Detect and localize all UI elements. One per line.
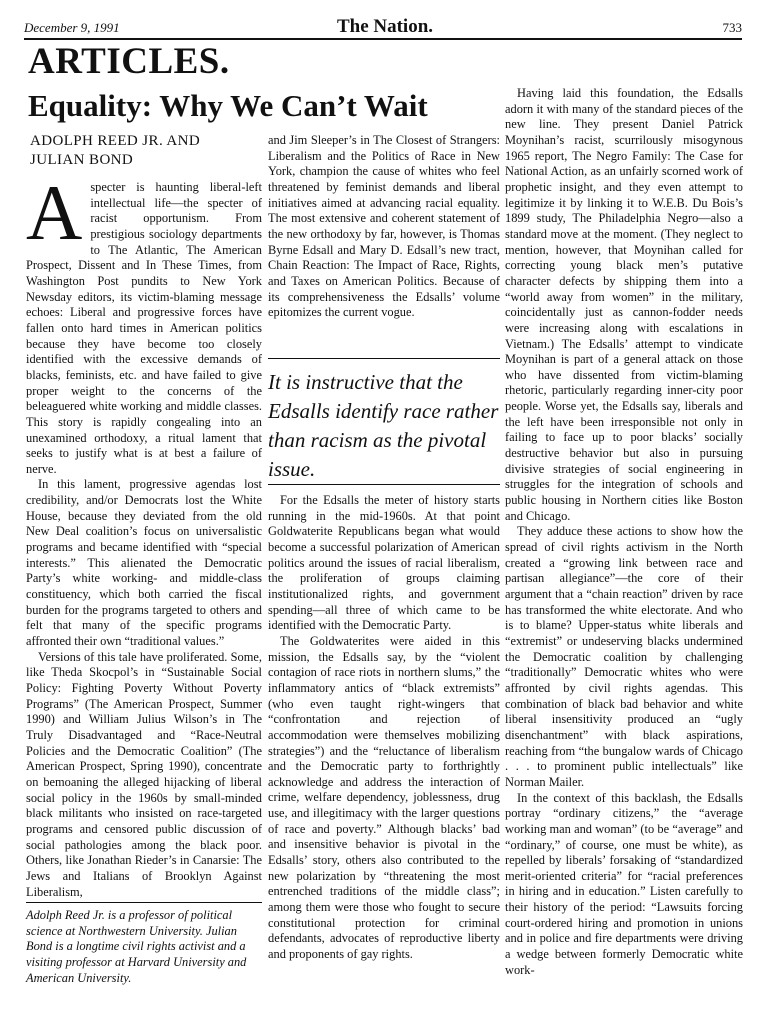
pull-quote-bottom-rule	[268, 484, 500, 485]
byline: ADOLPH REED JR. AND JULIAN BOND	[30, 133, 201, 168]
paragraph: and Jim Sleeper’s in The Closest of Strangers: Liberalism and the Politics of Race in New York, champion the cause of whites who feel threatened by feminist demands and liberal initiatives aimed at advancing racial equality. The most extensive and coherent statement of the new orthodoxy by far, however, is Thomas Byrne Edsall and Mary D. Edsall’s new tract, Chain Reaction: The Impact of Race, Rights, and Taxes on American Politics. Because of its comprehensiveness the Edsalls’ volume epitomizes the current vogue.	[268, 133, 500, 320]
section-heading: ARTICLES.	[28, 41, 230, 82]
paragraph: For the Edsalls the meter of history starts running in the mid-1960s. At that point Goldwaterite Republicans began what would become a successful polarization of American politics around the issues of racial liberalism, the proliferation of groups claiming institutionalized rights, and government spending—all three of which came to be identified with the Democratic Party.	[268, 493, 500, 633]
article-title: Equality: Why We Can’t Wait	[28, 88, 428, 123]
paragraph: Having laid this foundation, the Edsalls adorn it with many of the standard pieces of the new line. They present Daniel Patrick Moynihan’s racist, scurrilously misogynous 1965 report, The Negro Family: The Case for National Action, as an unfairly scorned work of prophetic insight, and they even attempt to legitimize it by linking it to W.E.B. Du Bois’s 1899 study, The Philadelphia Negro—also a standard move at the moment. (They neglect to mention, however, that Moynihan called for correcting young black men’s putative character defects by shipping them into a “world away from women” in the military, coincidentally just as cannon-fodder needs were increasing along with escalations in Vietnam.) The Edsalls’ attempt to vindicate Moynihan is part of a general attack on those who have dissented from victim-blaming rhetoric, particularly regarding inner-city poor people. Worse yet, the Edsalls say, liberals and the left have been irresponsible not only in failing to face up to poor blacks’ socially destructive behavior but also in pursuing divisive strategies of social engineering in struggles for the integration of schools and public housing in Northern cities like Boston and Chicago.	[505, 86, 743, 523]
issue-date: December 9, 1991	[24, 20, 120, 35]
pull-quote-top-rule	[268, 358, 500, 359]
paragraph: They adduce these actions to show how the spread of civil rights activism in the North created a “growing link between race and partisan allegiance”—the core of their argument that a “chain reaction” driven by race has transformed the white electorate. And who is to blame? Upper-status white liberals and “extremist” or undeserving blacks undermined the Democratic coalition by challenging “traditionally” Democratic whites who were affronted by civil rights agendas. This combination of black bad behavior and white liberal insensitivity produced an “ugly disenchantment” with black aspirations, reaching from “the bungalow wards of Chicago . . . to prominent public intellectuals” like Norman Mailer.	[505, 524, 743, 789]
column-1	[26, 169, 262, 900]
column-2-bottom	[268, 493, 500, 963]
magazine-title: The Nation.	[336, 16, 434, 37]
paragraph	[26, 169, 262, 477]
paragraph: In the context of this backlash, the Edsalls portray “ordinary citizens,” the “average working man and woman” (to be “average” and “ordinary,” of course, one must be white), as repelled by liberals’ forsaking of “standardized merit-oriented criteria” for “racial preferences in hiring and in education.” Listen carefully to their history of the period: “Lawsuits forcing court-ordered hiring and promotion in unions and in police and fire departments were driving a wedge between formerly Democratic white work-	[505, 790, 743, 977]
paragraph: The Goldwaterites were aided in this mission, the Edsalls say, by the “violent contagion of race riots in northern slums,” the inflammatory antics of “black extremists” (who even taught right-wingers that “confrontation and rejection of accommodation were themselves mobilizing strategies”) and the “reluctance of liberalism and the Democratic party to forthrightly acknowledge and address the interaction of crime, welfare dependency, joblessness, drug use, and illegitimacy with the larger questions of race and poverty.” Although blacks’ bad and insensitive behavior is pivotal in the Edsalls’ story, others also contributed to the new polarization by “threatening the most entrenched traditions of the middle class”; among them were those who fought to secure constitutional protection for criminal defendants, advocates of reproductive liberty and proponents of gay rights.	[268, 633, 500, 962]
drop-cap: A	[26, 169, 83, 256]
column-2-top	[268, 133, 500, 321]
page-number: 733	[722, 20, 742, 35]
paragraph-text: specter is haunting liberal-left intellectual life—the specter of racist opportunism. From prestigious sociology departments to The Atlantic, The American Prospect, Dissent and In These Times, from Washington Post pundits to New York Newsday editors, its victim-blaming message echoes: Liberal and progressive forces have fallen onto hard times in American politics because they have become too closely identified with the excessive demands of blacks, feminists, etc. and have failed to give proper weight to the concerns of the beleaguered white working and middle classes. This story is rapidly congealing into an unexamined orthodoxy, a ritual lament that seeks to justify what is at best a failure of nerve.	[26, 180, 262, 476]
author-note-rule	[26, 902, 262, 903]
pull-quote: It is instructive that the Edsalls identify race rather than racism as the pivotal issue.	[268, 370, 499, 481]
author-note: Adolph Reed Jr. is a professor of political science at Northwestern University. Julian Bond is a longtime civil rights activist and a visiting professor at Harvard University and American University.	[26, 908, 247, 985]
paragraph: Versions of this tale have proliferated. Some, like Theda Skocpol’s in “Sustainable Social Policy: Fighting Poverty Without Poverty Programs” (The American Prospect, Summer 1990) and William Julius Wilson’s in The Truly Disadvantaged and “Race-Neutral Policies and the Democratic Coalition” (The American Prospect, Spring 1990), concentrate on bemoaning the alleged hijacking of liberal social policy in the 1960s by small-minded black militants who insisted on race-targeted programs and censored public discussion of social pathologies among the black poor. Others, like Jonathan Rieder’s in Canarsie: The Jews and Italians of Brooklyn Against Liberalism,	[26, 649, 262, 899]
column-3	[505, 86, 743, 978]
paragraph: In this lament, progressive agendas lost credibility, and/or Democrats lost the White House, because they deviated from the old New Deal coalition’s focus on universalistic programs and became identified with “special interests.” This alienated the Democratic Party’s white working- and middle-class constituency, which both carried the fiscal burden for the programs targeted to others and felt that many of the specific programs affronted their own “traditional values.”	[26, 477, 262, 649]
